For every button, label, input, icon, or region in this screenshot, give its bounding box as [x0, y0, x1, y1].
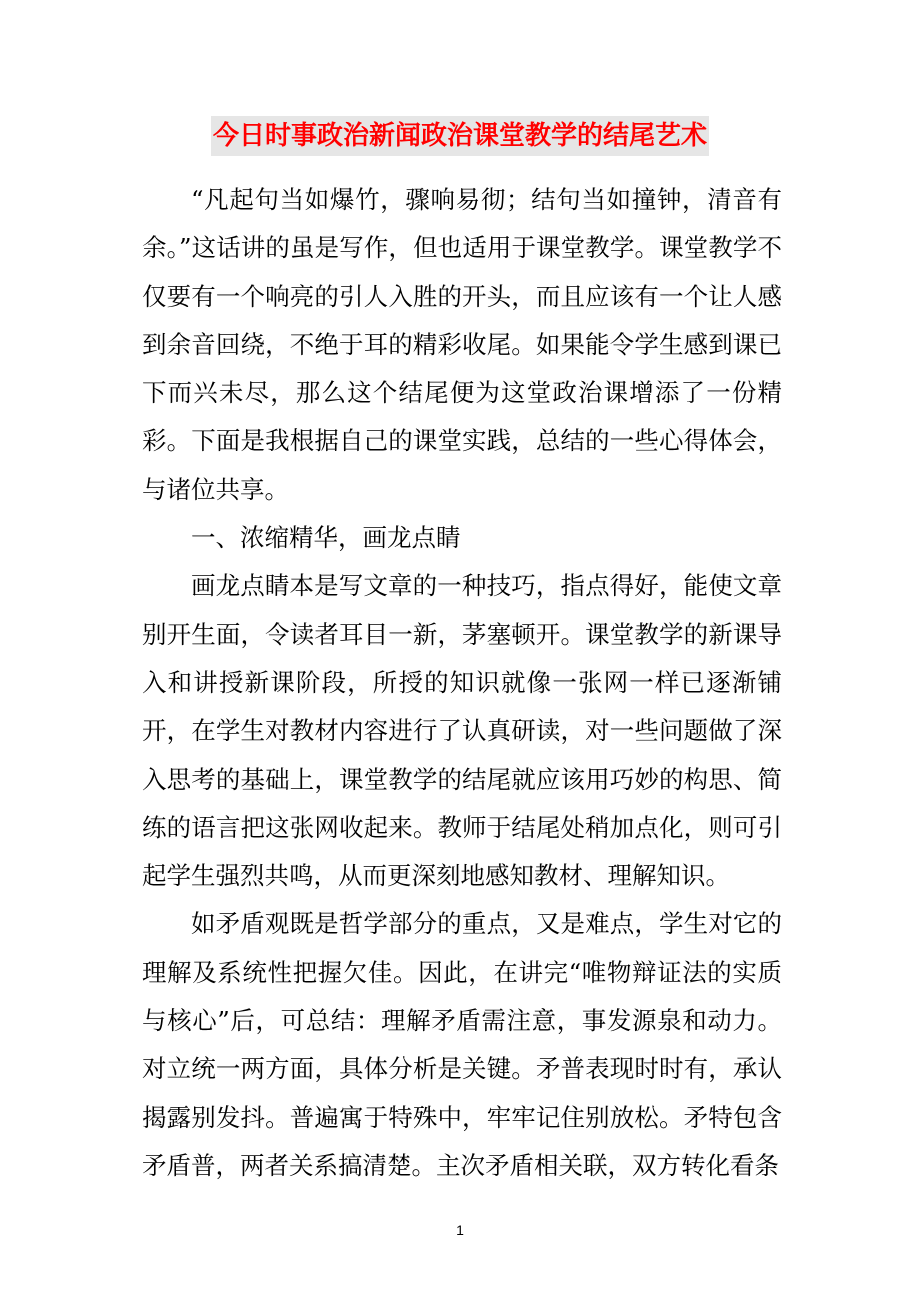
document-body: [142, 176, 782, 1190]
paragraph-intro: “凡起句当如爆竹，骤响易彻；结句当如撞钟，清音有余。”这话讲的虽是写作，但也适用于课堂教学。课堂教学不仅要有一个响亮的引人入胜的开头，而且应该有一个让人感到余音回绕，不绝于耳的精彩收尾。如果能令学生感到课已下而兴未尽，那么这个结尾便为这堂政治课增添了一份精彩。下面是我根据自己的课堂实践，总结的一些心得体会，与诸位共享。: [142, 185, 782, 504]
paragraph-example: 如矛盾观既是哲学部分的重点，又是难点，学生对它的理解及系统性把握欠佳。因此，在讲完“唯物辩证法的实质与核心”后，可总结：理解矛盾需注意，事发源泉和动力。对立统一两方面，具体分析是关键。矛普表现时时有，承认揭露别发抖。普遍寓于特殊中，牢牢记住别放松。矛特包含矛盾普，两者关系搞清楚。主次矛盾相关联，双方转化看条: [142, 909, 782, 1180]
document-title: 今日时事政治新闻政治课堂教学的结尾艺术: [211, 116, 709, 156]
title-container: [0, 116, 920, 156]
section-heading-1: 一、浓缩精华，画龙点睛: [191, 523, 461, 553]
paragraph-section-1: 画龙点睛本是写文章的一种技巧，指点得好，能使文章别开生面，令读者耳目一新，茅塞顿开。课堂教学的新课导入和讲授新课阶段，所授的知识就像一张网一样已逐渐铺开，在学生对教材内容进行了认真研读，对一些问题做了深入思考的基础上，课堂教学的结尾就应该用巧妙的构思、简练的语言把这张网收起来。教师于结尾处稍加点化，则可引起学生强烈共鸣，从而更深刻地感知教材、理解知识。: [142, 571, 782, 891]
page-number: 1: [456, 1222, 464, 1238]
